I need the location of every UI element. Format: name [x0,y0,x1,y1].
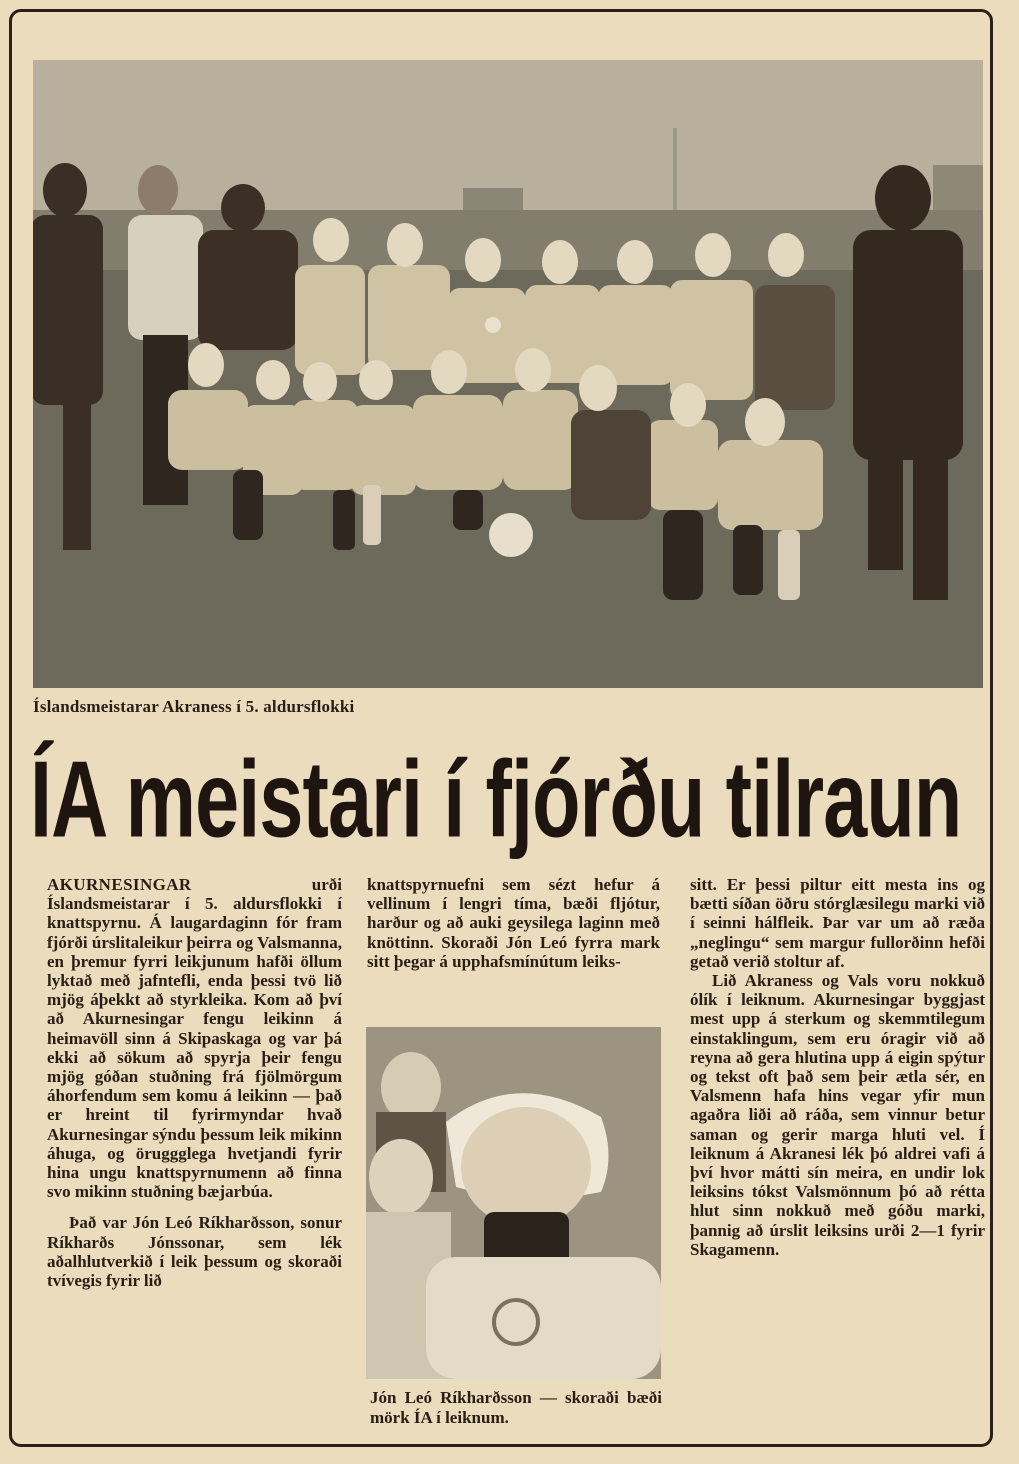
article-column-2 [367,875,660,971]
photo-caption-small: Jón Leó Ríkharðsson — skoraði bæði mörk ÍA í leiknum. [370,1388,662,1427]
player-photo [366,1027,661,1379]
article-paragraph: Lið Akraness og Vals voru nokkuð ólík í leiknum. Akurnesingar byggjast mest upp á sterkum og skemmtilegum einstaklingum, sem eru óragir við að reyna að gera hlutina upp á eigin spýtur og tekst oft það sem þeir ætla sér, en Valsmenn hafa hins vegar yfir mun agaðra liði að ráða, sem vinnur betur saman og gerir marga hluti vel. Í leiknum á Akranesi lék þó aldrei vafi á því hvor mátti sín meira, en undir lok leiksins tókst Valsmönnum þó að rétta hlut sinn nokkuð með góðu marki, þannig að úrslit leiksins urði 2—1 fyrir Skagamenn. [690,971,985,1259]
team-photo [33,60,983,688]
article-paragraph: Það var Jón Leó Ríkharðsson, sonur Ríkharðs Jónssonar, sem lék aðalhlutverkið í leik þessum og skoraði tvívegis fyrir lið [47,1213,342,1291]
headline: ÍA meistari í fjórðu tilraun [30,739,962,861]
article-paragraph: sitt. Er þessi piltur eitt mesta ins og bætti síðan öðru stórglæsilegu marki við í seinni hálfleik. Þar var um að ræða „neglingu“ sem margur fullorðinn hefði getað verið stoltur af. [690,875,985,971]
photo-caption: Íslandsmeistarar Akraness í 5. aldursflokki [33,697,355,716]
paragraph-text: urði Íslandsmeistarar í 5. aldursflokki í knattspyrnu. Á laugardaginn fór fram fjórði úrslitaleikur þeirra og Valsmanna, en þremur fyrri leikjunum hafði öllum lyktað með jafntefli, enda þessi tvö lið mjög áþekkt að styrkleika. Kom að því að Akurnesingar fengu leikinn á heimavöll sinn á Skipaskaga og var þá ekki að sökum að spyrja þeir fengu mjög góðan stuðning frá fjölmörgum áhorfendum sem komu á leikinn — það er hreint til fyrirmyndar hvað Akurnesingar sýndu þessum leik mikinn áhuga, og öruggglega hvetjandi fyrir hina ungu knattspyrnumenn að finna svo mikinn stuðning bæjarbúa. [47,875,342,1202]
article-paragraph: knattspyrnuefni sem sézt hefur á vellinum í lengri tíma, bæði fljótur, harður og að auki geysilega laginn með knöttinn. Skoraði Jón Leó fyrra mark sitt þegar á upphafsmínútum leiks- [367,875,660,971]
article-paragraph [47,875,342,1201]
lead-word: AKURNESINGAR [47,875,192,894]
article-column-3 [690,875,985,1259]
article-column-1 [47,875,342,1290]
